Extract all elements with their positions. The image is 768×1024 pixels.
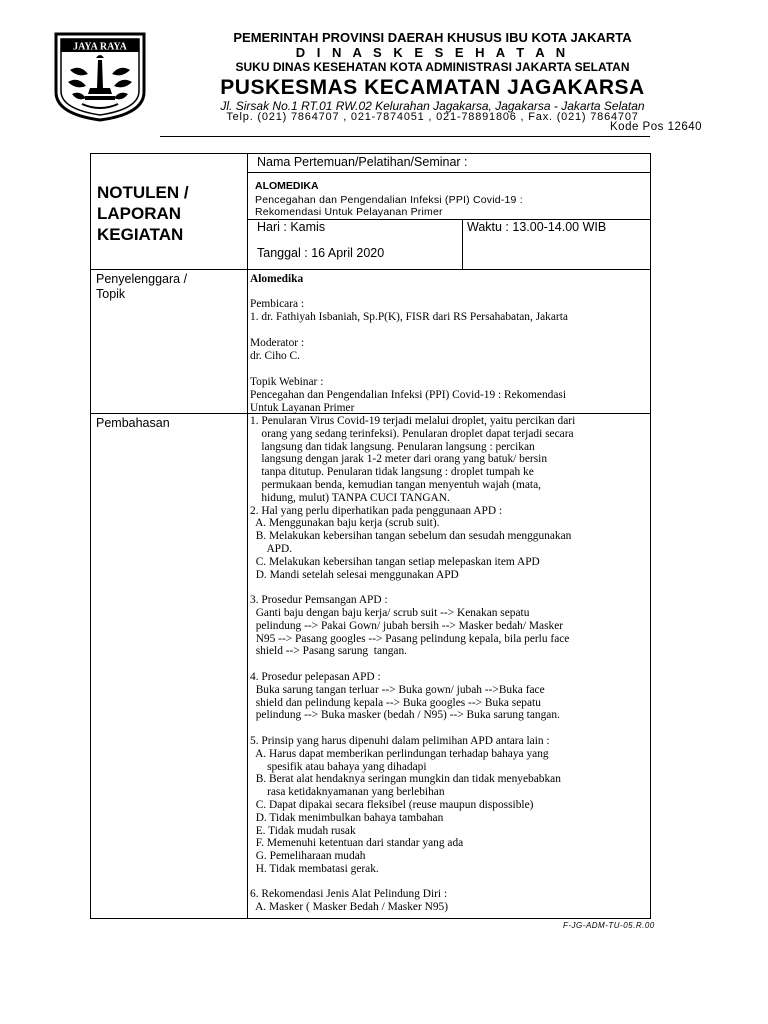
discussion-line: 3. Prosedur Pemsangan APD : — [250, 594, 388, 607]
discussion-line: H. Tidak membatasi gerak. — [250, 862, 379, 875]
discussion-line: spesifik atau bahaya yang dihadapi — [250, 760, 427, 773]
speaker-block: Pembicara : 1. dr. Fathiyah Isbaniah, Sp.P(K), FISR dari RS Persahabatan, Jakarta — [250, 298, 568, 323]
discussion-line: APD. — [250, 542, 293, 555]
header-puskesmas: PUSKESMAS KECAMATAN JAGAKARSA — [220, 76, 645, 99]
webinar-block: Topik Webinar : Pencegahan dan Pengendalian Infeksi (PPI) Covid-19 : Rekomendasi Untuk Layanan Primer — [250, 376, 567, 414]
discussion-line: hidung, mulut) TANPA CUCI TANGAN. — [250, 491, 450, 504]
discussion-line: 1. Penularan Virus Covid-19 terjadi melalui droplet, yaitu percikan dari — [250, 415, 576, 427]
discussion-line: E. Tidak mudah rusak — [250, 824, 356, 837]
discussion-line: tanpa ditutup. Penularan tidak langsung : droplet tumpah ke — [250, 466, 534, 479]
header-postal-code: Kode Pos 12640 — [610, 121, 703, 133]
header-divider — [160, 136, 650, 137]
discussion-label: Pembahasan — [96, 416, 170, 430]
discussion-line: langsung dengan jarak 1-2 meter dari orang yang batuk/ bersin — [250, 453, 548, 466]
discussion-line: pelindung --> Pakai Gown/ jubah bersih --> Masker bedah/ Masker — [250, 619, 564, 632]
header-government: PEMERINTAH PROVINSI DAERAH KHUSUS IBU KOTA JAKARTA — [233, 30, 632, 45]
discussion-line — [250, 722, 575, 735]
header-sub-department: SUKU DINAS KESEHATAN KOTA ADMINISTRASI JAKARTA SELATAN — [235, 60, 630, 74]
discussion-line: rasa ketidaknyamanan yang berlebihan — [250, 786, 445, 799]
discussion-line — [250, 581, 575, 594]
discussion-line: permukaan benda, kemudian tangan menyentuh wajah (mata, — [250, 478, 541, 491]
discussion-line — [250, 876, 575, 889]
document-title: NOTULEN / LAPORAN KEGIATAN — [97, 183, 189, 244]
discussion-line: 6. Rekomendasi Jenis Alat Pelindung Diri : — [250, 888, 448, 901]
discussion-line — [250, 658, 575, 671]
meeting-time: Waktu : 13.00-14.00 WIB — [467, 220, 607, 234]
row-divider — [248, 172, 650, 173]
moderator-block: Moderator : dr. Ciho C. — [250, 337, 305, 362]
discussion-line: pelindung --> Buka masker (bedah / N95) --> Buka sarung tangan. — [250, 709, 560, 722]
meeting-date: Tanggal : 16 April 2020 — [257, 246, 385, 260]
column-divider — [247, 153, 248, 918]
discussion-line: shield dan pelindung kepala --> Buka googles --> Buka sepatu — [250, 696, 541, 709]
meeting-topic: Pencegahan dan Pengendalian Infeksi (PPI) Covid-19 : Rekomendasi Untuk Pelayanan Primer — [255, 194, 523, 218]
row-divider — [90, 269, 650, 270]
discussion-line: B. Berat alat hendaknya seringan mungkin dan tidak menyebabkan — [250, 773, 561, 786]
column-divider — [462, 219, 463, 269]
discussion-line: langsung dan tidak langsung. Penularan langsung : percikan — [250, 440, 535, 453]
jakarta-emblem-logo — [52, 30, 148, 122]
discussion-line: B. Melakukan kebersihan tangan sebelum dan sesudah menggunakan — [250, 530, 572, 543]
meeting-day: Hari : Kamis — [257, 220, 326, 234]
discussion-line: Ganti baju dengan baju kerja/ scrub suit --> Kenakan sepatu — [250, 606, 530, 619]
discussion-line: A. Masker ( Masker Bedah / Masker N95) — [250, 901, 449, 914]
organizer-name: Alomedika — [250, 273, 304, 285]
discussion-line: shield --> Pasang sarung tangan. — [250, 645, 407, 658]
discussion-content — [250, 415, 575, 914]
discussion-line: G. Pemeliharaan mudah — [250, 850, 366, 863]
discussion-line: F. Memenuhi ketentuan dari standar yang ada — [250, 837, 464, 850]
meeting-label: Nama Pertemuan/Pelatihan/Seminar : — [257, 155, 468, 169]
discussion-line: Buka sarung tangan terluar --> Buka gown/ jubah -->Buka face — [250, 683, 545, 696]
discussion-line: D. Tidak menimbulkan bahaya tambahan — [250, 811, 444, 824]
discussion-line: C. Dapat dipakai secara fleksibel (reuse maupun dispossible) — [250, 798, 534, 811]
discussion-line: A. Menggunakan baju kerja (scrub suit). — [250, 517, 440, 530]
form-code: F-JG-ADM-TU-05.R.00 — [563, 921, 655, 930]
discussion-line: 5. Prinsip yang harus dipenuhi dalam pelimihan APD antara lain : — [250, 734, 550, 747]
discussion-line: N95 --> Pasang googles --> Pasang pelindung kepala, bila perlu face — [250, 632, 570, 645]
discussion-line: orang yang sedang terinfeksi). Penularan droplet dapat terjadi secara — [250, 427, 574, 440]
discussion-line: A. Harus dapat memberikan perlindungan terhadap bahaya yang — [250, 747, 549, 760]
discussion-line: 4. Prosedur pelepasan APD : — [250, 670, 381, 683]
meeting-organizer: ALOMEDIKA — [255, 180, 319, 192]
header-phone: Telp. (021) 7864707 , 021-7874051 , 021-78891806 , Fax. (021) 7864707 — [226, 111, 639, 123]
discussion-line: 2. Hal yang perlu diperhatikan pada penggunaan APD : — [250, 504, 503, 517]
logo-text: JAYA RAYA — [73, 41, 127, 53]
header-address: Jl. Sirsak No.1 RT.01 RW.02 Kelurahan Jagakarsa, Jagakarsa - Jakarta Selatan — [220, 99, 645, 113]
organizer-label: Penyelenggara / Topik — [96, 272, 188, 301]
discussion-line: D. Mandi setelah selesai menggunakan APD — [250, 568, 459, 581]
header-department: D I N A S K E S E H A T A N — [295, 45, 570, 60]
discussion-line: C. Melakukan kebersihan tangan setiap melepaskan item APD — [250, 555, 540, 568]
